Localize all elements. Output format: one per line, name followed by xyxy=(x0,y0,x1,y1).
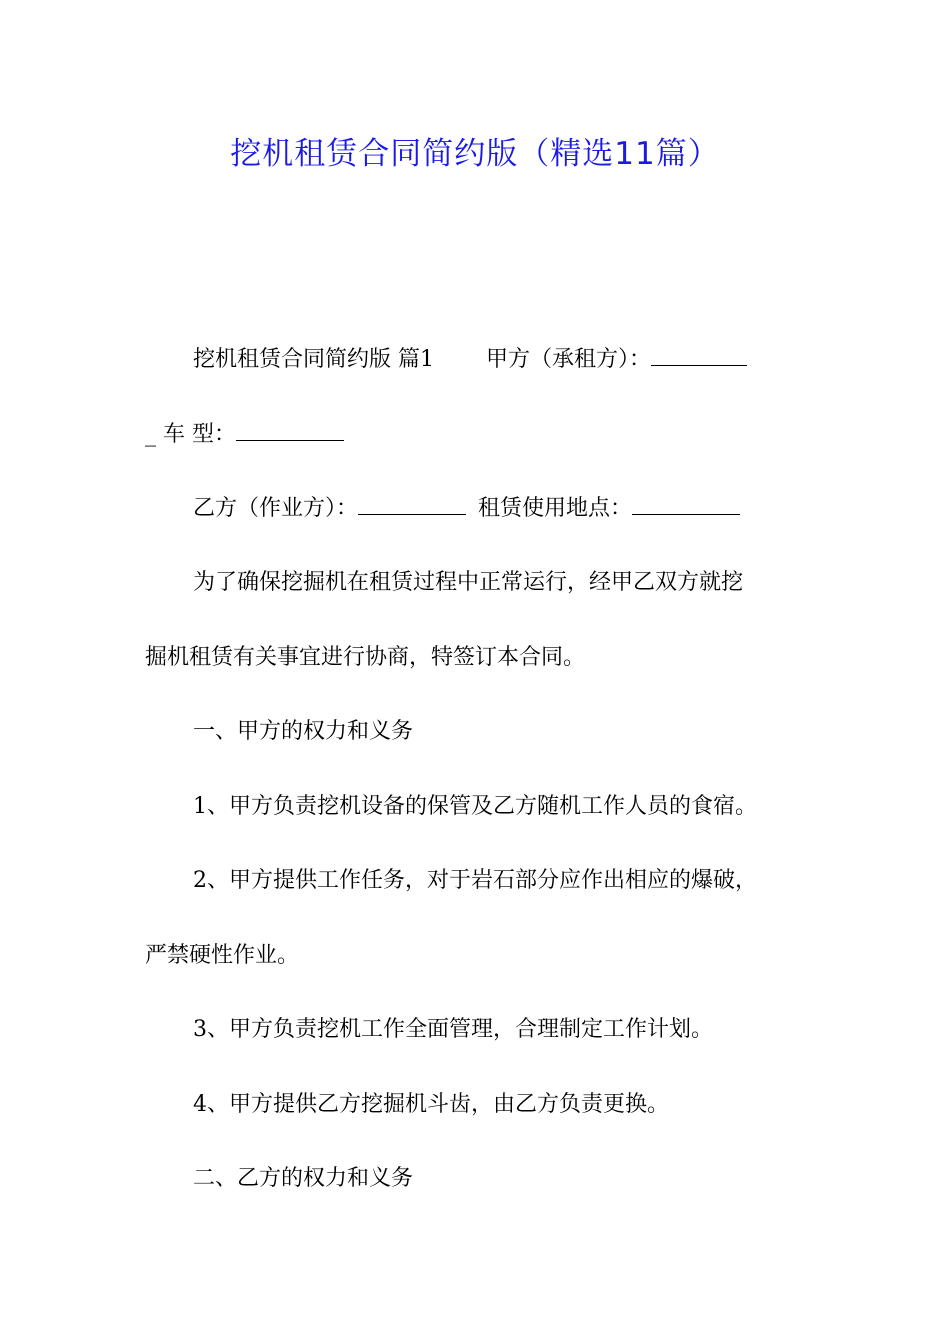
clause-line: 3、甲方负责挖机工作全面管理，合理制定工作计划。 xyxy=(193,1017,713,1042)
document-title: 挖机租赁合同简约版（精选11篇） xyxy=(230,136,720,172)
clause-line: 严禁硬性作业。 xyxy=(145,943,300,968)
section-heading-text: 挖机租赁合同简约版 篇1 xyxy=(193,347,434,372)
paragraph-line xyxy=(193,494,873,524)
section-heading: 二、乙方的权力和义务 xyxy=(193,1166,414,1191)
fill-in-blank xyxy=(358,494,466,515)
paragraph-line: 掘机租赁有关事宜进行协商，特签订本合同。 xyxy=(145,645,586,670)
clause-line: 2、甲方提供工作任务，对于岩石部分应作出相应的爆破， xyxy=(193,868,757,893)
fill-in-blank xyxy=(632,494,740,515)
section-heading: 一、甲方的权力和义务 xyxy=(193,719,414,744)
paragraph-line xyxy=(193,345,873,375)
clause-line: 4、甲方提供乙方挖掘机斗齿，由乙方负责更换。 xyxy=(193,1092,669,1117)
paragraph-line xyxy=(145,420,825,450)
location-label: 租赁使用地点： xyxy=(478,496,633,521)
fill-in-blank xyxy=(236,420,344,441)
operator-label: 乙方（作业方）： xyxy=(193,496,359,521)
fill-in-blank xyxy=(651,345,747,366)
lessee-label: 甲方（承租方）： xyxy=(486,347,652,372)
paragraph-line: 为了确保挖掘机在租赁过程中正常运行，经甲乙双方就挖 xyxy=(193,570,744,595)
clause-line: 1、甲方负责挖机设备的保管及乙方随机工作人员的食宿。 xyxy=(193,794,757,819)
vehicle-type-label: _ 车 型： xyxy=(145,422,236,447)
